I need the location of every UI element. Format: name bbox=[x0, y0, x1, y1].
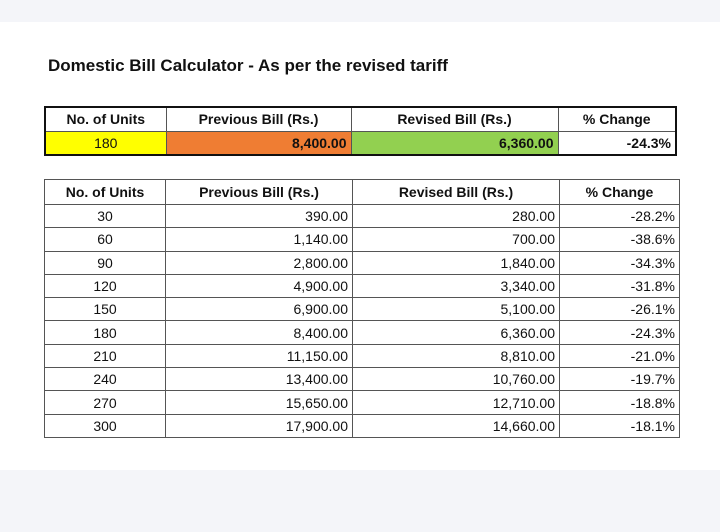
previous-bill-cell: 4,900.00 bbox=[166, 274, 353, 297]
summary-value-row bbox=[45, 132, 676, 156]
previous-bill-cell: 13,400.00 bbox=[166, 368, 353, 391]
detail-header-row bbox=[45, 180, 680, 205]
units-cell: 300 bbox=[45, 414, 166, 437]
table-row bbox=[45, 321, 680, 344]
summary-header-change: % Change bbox=[558, 107, 676, 132]
percent-change-cell: -38.6% bbox=[560, 228, 680, 251]
revised-bill-cell: 12,710.00 bbox=[353, 391, 560, 414]
revised-bill-cell: 6,360.00 bbox=[351, 132, 558, 156]
summary-header-previous: Previous Bill (Rs.) bbox=[166, 107, 351, 132]
percent-change-cell: -21.0% bbox=[560, 344, 680, 367]
percent-change-cell: -31.8% bbox=[560, 274, 680, 297]
units-cell: 240 bbox=[45, 368, 166, 391]
table-row bbox=[45, 228, 680, 251]
summary-header-row bbox=[45, 107, 676, 132]
units-cell: 30 bbox=[45, 205, 166, 228]
summary-header-units: No. of Units bbox=[45, 107, 166, 132]
table-row bbox=[45, 391, 680, 414]
previous-bill-cell: 15,650.00 bbox=[166, 391, 353, 414]
percent-change-cell: -18.1% bbox=[560, 414, 680, 437]
percent-change-cell: -34.3% bbox=[560, 251, 680, 274]
revised-bill-cell: 14,660.00 bbox=[353, 414, 560, 437]
detail-header-revised: Revised Bill (Rs.) bbox=[353, 180, 560, 205]
units-input-cell[interactable]: 180 bbox=[45, 132, 166, 156]
table-row bbox=[45, 251, 680, 274]
summary-table bbox=[44, 106, 677, 156]
detail-header-units: No. of Units bbox=[45, 180, 166, 205]
percent-change-cell: -18.8% bbox=[560, 391, 680, 414]
table-row bbox=[45, 368, 680, 391]
percent-change-cell: -24.3% bbox=[558, 132, 676, 156]
percent-change-cell: -28.2% bbox=[560, 205, 680, 228]
percent-change-cell: -26.1% bbox=[560, 298, 680, 321]
detail-header-previous: Previous Bill (Rs.) bbox=[166, 180, 353, 205]
units-cell: 90 bbox=[45, 251, 166, 274]
revised-bill-cell: 5,100.00 bbox=[353, 298, 560, 321]
revised-bill-cell: 1,840.00 bbox=[353, 251, 560, 274]
revised-bill-cell: 8,810.00 bbox=[353, 344, 560, 367]
table-row bbox=[45, 205, 680, 228]
previous-bill-cell: 8,400.00 bbox=[166, 321, 353, 344]
previous-bill-cell: 1,140.00 bbox=[166, 228, 353, 251]
table-row bbox=[45, 274, 680, 297]
revised-bill-cell: 280.00 bbox=[353, 205, 560, 228]
previous-bill-cell: 2,800.00 bbox=[166, 251, 353, 274]
units-cell: 60 bbox=[45, 228, 166, 251]
percent-change-cell: -19.7% bbox=[560, 368, 680, 391]
previous-bill-cell: 6,900.00 bbox=[166, 298, 353, 321]
previous-bill-cell: 390.00 bbox=[166, 205, 353, 228]
revised-bill-cell: 6,360.00 bbox=[353, 321, 560, 344]
table-row bbox=[45, 298, 680, 321]
percent-change-cell: -24.3% bbox=[560, 321, 680, 344]
revised-bill-cell: 700.00 bbox=[353, 228, 560, 251]
detail-table bbox=[44, 179, 680, 438]
units-cell: 270 bbox=[45, 391, 166, 414]
units-cell: 120 bbox=[45, 274, 166, 297]
previous-bill-cell: 17,900.00 bbox=[166, 414, 353, 437]
spreadsheet-sheet bbox=[0, 22, 720, 470]
previous-bill-cell: 8,400.00 bbox=[166, 132, 351, 156]
page-title: Domestic Bill Calculator - As per the revised tariff bbox=[48, 56, 448, 75]
table-row bbox=[45, 414, 680, 437]
revised-bill-cell: 10,760.00 bbox=[353, 368, 560, 391]
units-cell: 210 bbox=[45, 344, 166, 367]
units-cell: 180 bbox=[45, 321, 166, 344]
table-row bbox=[45, 344, 680, 367]
previous-bill-cell: 11,150.00 bbox=[166, 344, 353, 367]
units-cell: 150 bbox=[45, 298, 166, 321]
revised-bill-cell: 3,340.00 bbox=[353, 274, 560, 297]
summary-header-revised: Revised Bill (Rs.) bbox=[351, 107, 558, 132]
detail-header-change: % Change bbox=[560, 180, 680, 205]
